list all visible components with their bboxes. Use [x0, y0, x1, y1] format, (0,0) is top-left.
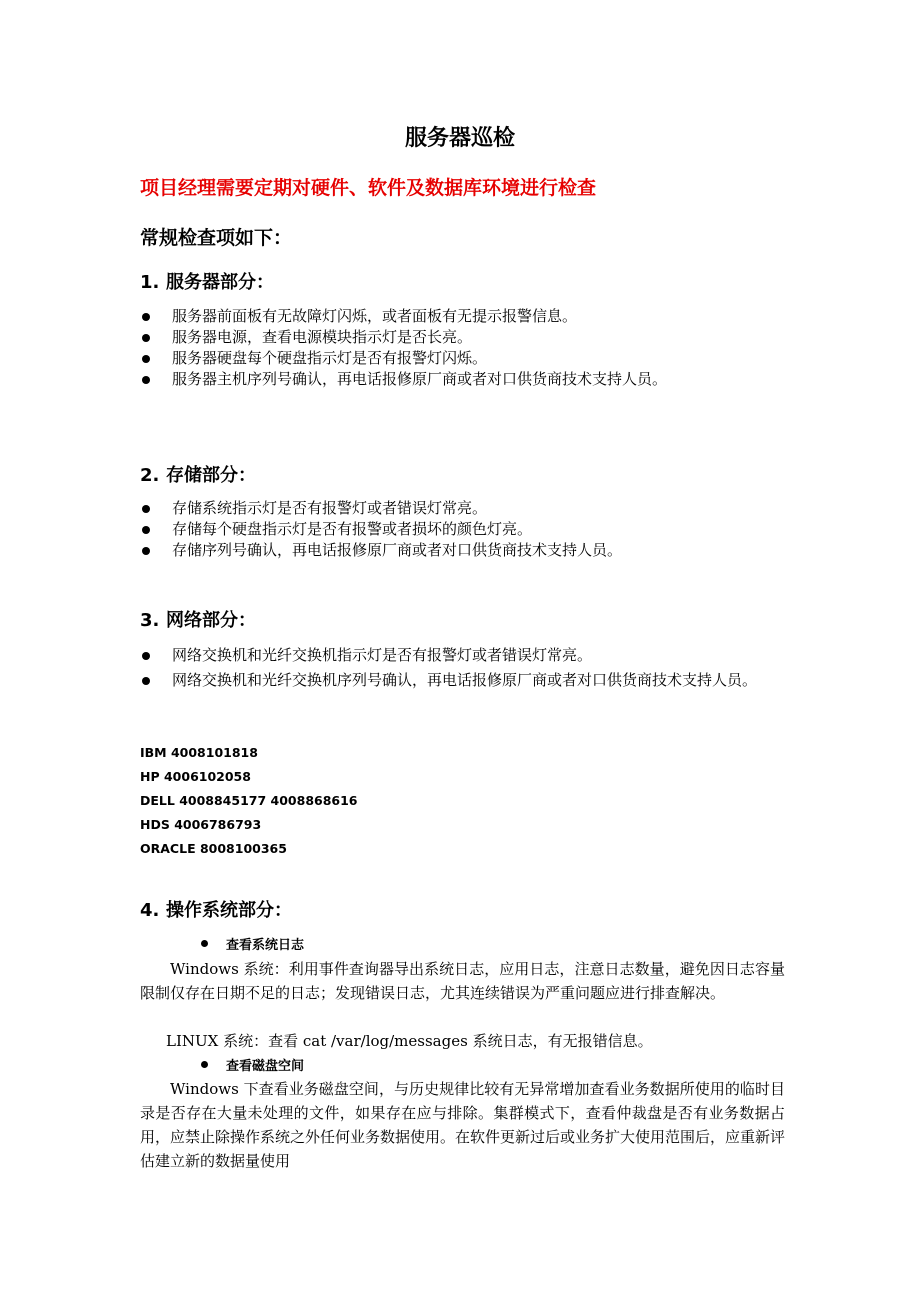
network-check-list: [140, 645, 785, 691]
bullet-icon: [201, 1061, 208, 1068]
intro-heading: 常规检查项如下：: [140, 227, 293, 249]
list-item: 存储系统指示灯是否有报警灯或者错误灯常亮。: [140, 498, 800, 519]
section-number: 4.: [140, 900, 160, 921]
bullet-icon: [142, 313, 150, 321]
contact-line: ORACLE 8008100365: [140, 841, 287, 856]
windows-logs-paragraph: Windows 系统：利用事件查询器导出系统日志，应用日志，注意日志数量，避免因日志容量限制仅存在日期不足的日志；发现错误日志，尤其连续错误为严重问题应进行排查解决。: [140, 960, 785, 1002]
contact-line: HP 4006102058: [140, 769, 251, 784]
bullet-icon: [142, 652, 150, 660]
subtitle: 项目经理需要定期对硬件、软件及数据库环境进行检查: [140, 177, 597, 199]
section-title: 服务器部分：: [166, 272, 274, 293]
section-title: 操作系统部分：: [166, 900, 292, 921]
bullet-icon: [142, 526, 150, 534]
list-item: 存储每个硬盘指示灯是否有报警或者损坏的颜色灯亮。: [140, 519, 800, 540]
section-heading-server: [140, 268, 274, 294]
list-item: 服务器硬盘每个硬盘指示灯是否有报警灯闪烁。: [140, 348, 800, 369]
section-heading-storage: [140, 461, 256, 487]
section-number: 3.: [140, 610, 160, 631]
list-item: 网络交换机和光纤交换机指示灯是否有报警灯或者错误灯常亮。: [140, 645, 785, 666]
bullet-icon: [201, 940, 208, 947]
bullet-icon: [142, 355, 150, 363]
subheading-disk-space: 查看磁盘空间: [201, 1055, 304, 1074]
bullet-icon: [142, 505, 150, 513]
subheading-system-logs: 查看系统日志: [201, 934, 304, 953]
section-heading-network: [140, 606, 256, 632]
contact-line: HDS 4006786793: [140, 817, 262, 832]
section-title: 网络部分：: [166, 610, 256, 631]
section-number: 1.: [140, 272, 160, 293]
list-item: 服务器电源，查看电源模块指示灯是否长亮。: [140, 327, 800, 348]
list-item: 服务器前面板有无故障灯闪烁，或者面板有无提示报警信息。: [140, 306, 800, 327]
list-item: 存储序列号确认，再电话报修原厂商或者对口供货商技术支持人员。: [140, 540, 800, 561]
bullet-icon: [142, 677, 150, 685]
server-check-list: [140, 306, 800, 390]
page-title: 服务器巡检: [404, 126, 515, 151]
list-item: 网络交换机和光纤交换机序列号确认，再电话报修原厂商或者对口供货商技术支持人员。: [140, 670, 785, 691]
section-title: 存储部分：: [166, 465, 256, 486]
section-heading-os: [140, 896, 292, 922]
section-number: 2.: [140, 465, 160, 486]
contact-line: DELL 4008845177 4008868616: [140, 793, 358, 808]
vendor-contact-list: [140, 741, 358, 861]
windows-disk-paragraph: Windows 下查看业务磁盘空间，与历史规律比较有无异常增加查看业务数据所使用的临时目录是否存在大量未处理的文件，如果存在应与排除。集群模式下，查看仲裁盘是否有业务数据占用，应禁止除操作系统之外任何业务数据使用。在软件更新过后或业务扩大使用范围后，应重新评估建立新的数据量使用: [140, 1080, 786, 1170]
storage-check-list: [140, 498, 800, 561]
bullet-icon: [142, 547, 150, 555]
linux-logs-paragraph: LINUX 系统：查看 cat /var/log/messages 系统日志，有无报错信息。: [166, 1032, 653, 1050]
list-item: 服务器主机序列号确认，再电话报修原厂商或者对口供货商技术支持人员。: [140, 369, 800, 390]
bullet-icon: [142, 334, 150, 342]
bullet-icon: [142, 376, 150, 384]
contact-line: IBM 4008101818: [140, 745, 258, 760]
